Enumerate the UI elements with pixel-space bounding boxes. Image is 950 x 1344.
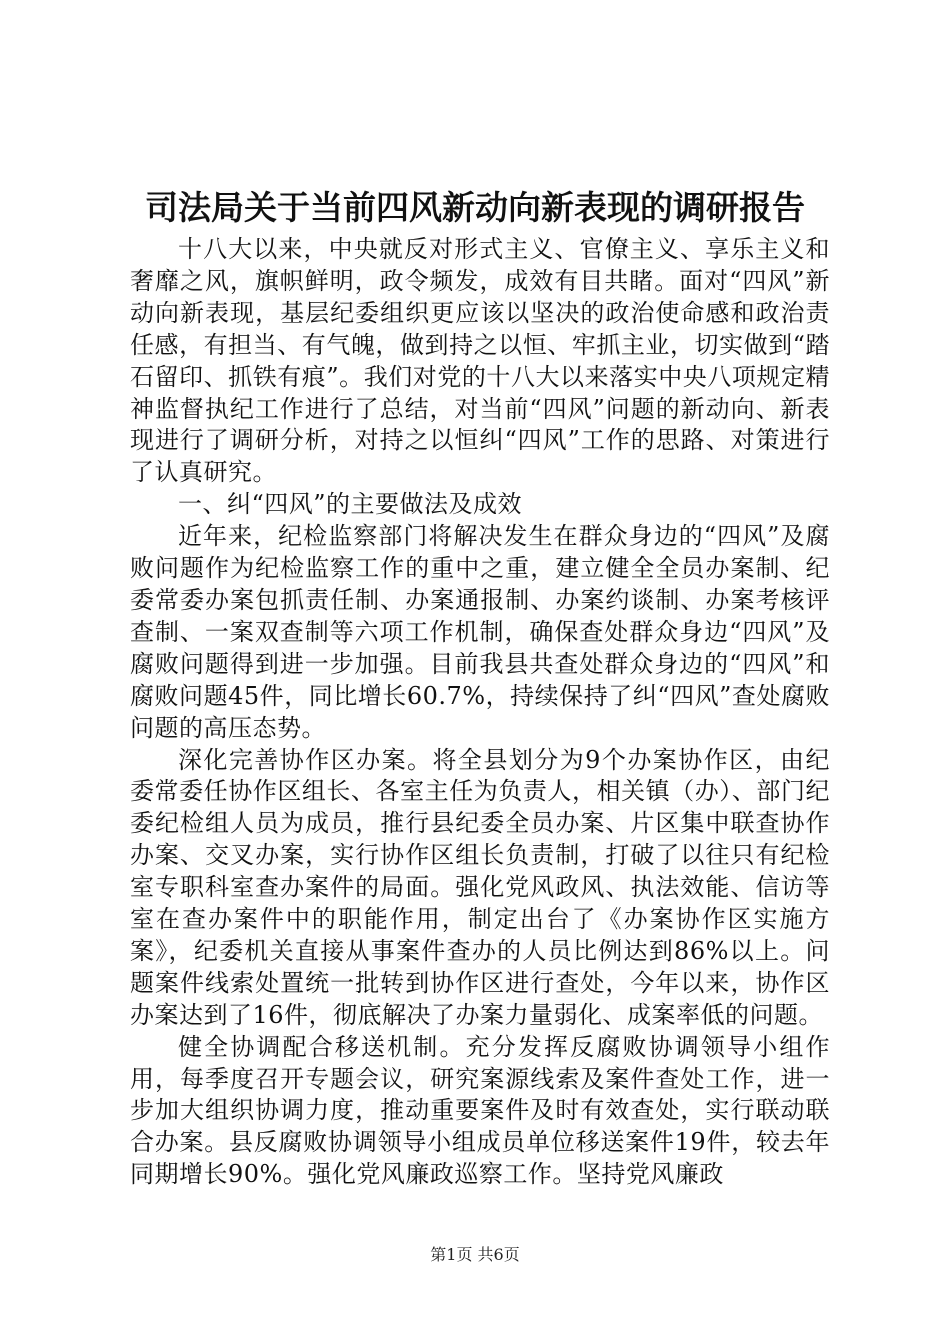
paragraph-cooperation-zone: 深化完善协作区办案。将全县划分为9个办案协作区，由纪委常委任协作区组长、各室主任为负责人，相关镇（办）、部门纪委纪检组人员为成员，推行县纪委全员办案、片区集中联查协作办案、交叉办案，实行协作区组长负责制，打破了以往只有纪检室专职科室查办案件的局面。强化党风政风、执法效能、信访等室在查办案件中的职能作用，制定出台了《办案协作区实施方案》，纪委机关直接从事案件查办的人员比例达到86%以上。问题案件线索处置统一批转到协作区进行查处，今年以来，协作区办案达到了16件，彻底解决了办案力量弱化、成案率低的问题。	[130, 745, 830, 1029]
paragraph-coordination: 健全协调配合移送机制。充分发挥反腐败协调领导小组作用，每季度召开专题会议，研究案源线索及案件查处工作，进一步加大组织协调力度，推动重要案件及时有效查处，实行联动联合办案。县反腐败协调领导小组成员单位移送案件19件，较去年同期增长90%。强化党风廉政巡察工作。坚持党风廉政	[130, 1032, 830, 1189]
paragraph-overview: 近年来，纪检监察部门将解决发生在群众身边的“四风”及腐败问题作为纪检监察工作的重中之重，建立健全全员办案制、纪委常委办案包抓责任制、办案通报制、办案约谈制、办案考核评查制、一案双查制等六项工作机制，确保查处群众身边“四风”及腐败问题得到进一步加强。目前我县共查处群众身边的“四风”和腐败问题45件，同比增长60.7%，持续保持了纠“四风”查处腐败问题的高压态势。	[130, 522, 830, 742]
section-heading: 一、纠“四风”的主要做法及成效	[178, 490, 523, 519]
page-footer: 第1页 共6页	[430, 1245, 520, 1264]
paragraph-intro: 十八大以来，中央就反对形式主义、官僚主义、享乐主义和奢靡之风，旗帜鲜明，政令频发，成效有目共睹。面对“四风”新动向新表现，基层纪委组织更应该以坚决的政治使命感和政治责任感，有担当、有气魄，做到持之以恒、牢抓主业，切实做到“踏石留印、抓铁有痕”。我们对党的十八大以来落实中央八项规定精神监督执纪工作进行了总结，对当前“四风”问题的新动向、新表现进行了调研分析，对持之以恒纠“四风”工作的思路、对策进行了认真研究。	[130, 235, 830, 487]
document-title: 司法局关于当前四风新动向新表现的调研报告	[145, 188, 805, 227]
document-body	[130, 234, 830, 1191]
